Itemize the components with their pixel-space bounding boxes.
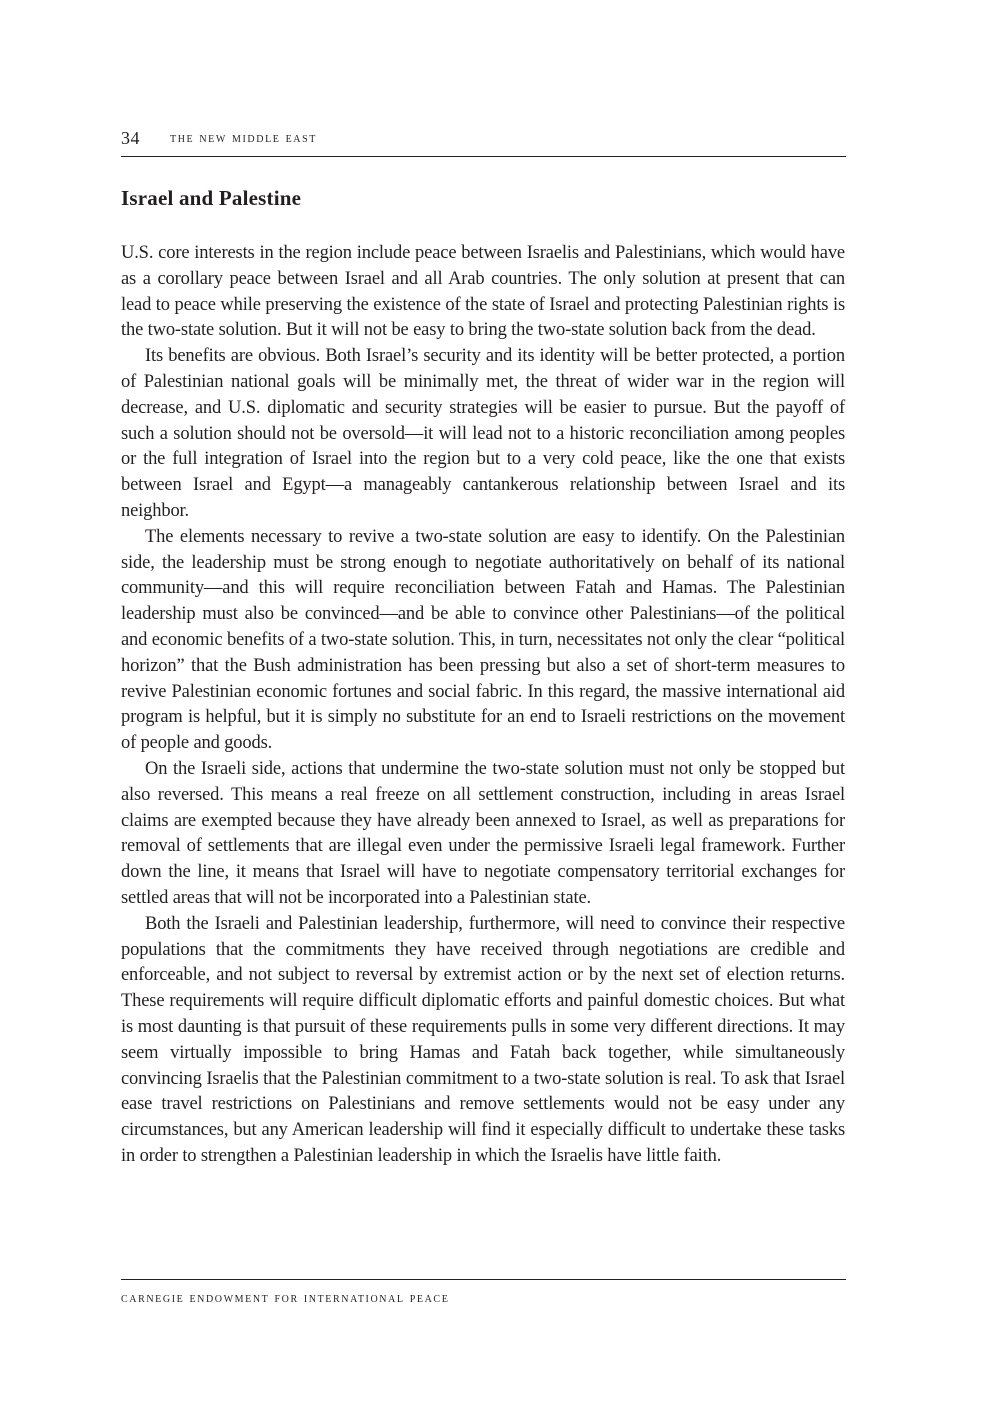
- running-head: [121, 126, 846, 157]
- body-text: [121, 241, 845, 1170]
- section-heading: Israel and Palestine: [121, 186, 302, 210]
- paragraph: Both the Israeli and Palestinian leadership, furthermore, will need to convince their respective populations that the commitments they have received through negotiations are credible and enforceable, and not subject to reversal by extremist action or by the next set of election returns. These requirements will require difficult diplomatic efforts and painful domestic choices. But what is most daunting is that pursuit of these requirements pulls in some very different directions. It may seem virtually impossible to bring Hamas and Fatah back together, while simultaneously convincing Israelis that the Palestinian commitment to a two-state solution is real. To ask that Israel ease travel restrictions on Palestinians and remove settlements would not be easy under any circumstances, but any American leadership will find it especially difficult to undertake these tasks in order to strengthen a Palestinian leadership in which the Israelis have little faith.: [121, 913, 845, 1166]
- footer-text: carnegie endowment for international peace: [121, 1291, 450, 1306]
- paragraph: The elements necessary to revive a two-state solution are easy to identify. On the Palestinian side, the leadership must be strong enough to negotiate authoritatively on behalf of its national community—and this will require reconciliation between Fatah and Hamas. The Palestinian leadership must also be convinced—and be able to convince other Palestinians—of the political and economic benefits of a two-state solution. This, in turn, necessitates not only the clear “political horizon” that the Bush administration has been pressing but also a set of short-term measures to revive Palestinian economic fortunes and social fabric. In this regard, the massive international aid program is helpful, but it is simply no substitute for an end to Israeli restrictions on the movement of people and goods.: [121, 526, 845, 754]
- paragraph: On the Israeli side, actions that undermine the two-state solution must not only be stopped but also reversed. This means a real freeze on all settlement construction, including in areas Israel claims are exempted because they have already been annexed to Israel, as well as preparations for removal of settlements that are illegal even under the permissive Israeli legal framework. Further down the line, it means that Israel will have to negotiate compensatory territorial exchanges for settled areas that will not be incorporated into a Palestinian state.: [121, 758, 845, 908]
- running-title: the new middle east: [170, 131, 317, 146]
- paragraph: U.S. core interests in the region include peace between Israelis and Palestinians, which would have as a corollary peace between Israel and all Arab countries. The only solution at present that can lead to peace while preserving the existence of the state of Israel and protecting Palestinian rights is the two-state solution. But it will not be easy to bring the two-state solution back from the dead.: [121, 243, 845, 341]
- paragraph: Its benefits are obvious. Both Israel’s security and its identity will be better protected, a portion of Palestinian national goals will be minimally met, the threat of wider war in the region will decrease, and U.S. diplomatic and security strategies will be easier to pursue. But the payoff of such a solution should not be oversold—it will lead not to a historic reconciliation among peoples or the full integration of Israel into the region but to a very cold peace, like the one that exists between Israel and Egypt—a manageably cantankerous relationship between Israel and its neighbor.: [121, 346, 845, 521]
- page-number: 34: [121, 128, 140, 148]
- page-footer: [121, 1279, 846, 1307]
